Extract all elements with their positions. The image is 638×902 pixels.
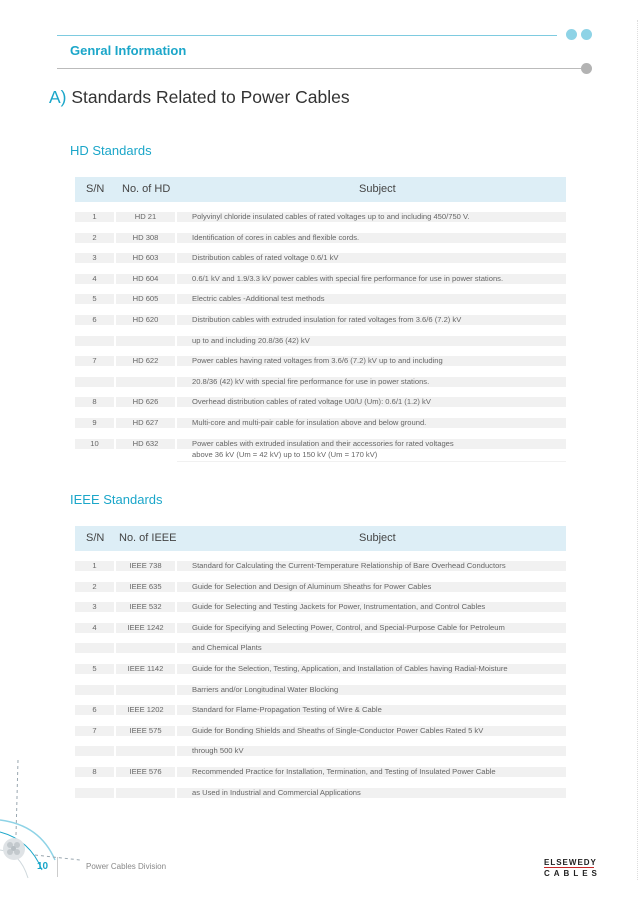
- row-code: HD 620: [132, 315, 159, 324]
- row-code: HD 21: [134, 212, 157, 221]
- row-code: HD 604: [132, 273, 159, 283]
- row-subject: Guide for the Selection, Testing, Application, and Installation of Cables having Radial-Moisture: [192, 664, 508, 673]
- page-title-letter: A): [49, 87, 67, 107]
- row-sn: 3: [92, 602, 97, 612]
- row-subject: Standard for Flame-Propagation Testing of Wire & Cable: [192, 705, 382, 715]
- decor-dot: [581, 29, 592, 40]
- row-subject: Electric cables -Additional test methods: [192, 294, 325, 304]
- table-row: [75, 418, 566, 428]
- table-header: [75, 177, 566, 202]
- row-sn: 4: [92, 273, 97, 283]
- row-subject: up to and including 20.8/36 (42) kV: [192, 335, 310, 345]
- row-subject: Distribution cables with extruded insulation for rated voltages from 3.6/6 (7.2) kV: [192, 315, 462, 324]
- table-row: [75, 561, 566, 571]
- logo-wordmark-bottom: CABLES: [544, 869, 601, 878]
- table-row: [75, 746, 566, 756]
- column-header-subject: Subject: [359, 183, 396, 195]
- cell-background: [116, 643, 175, 653]
- decor-dot: [581, 63, 592, 74]
- cell-background: [75, 377, 114, 387]
- column-header-code: No. of IEEE: [119, 532, 177, 544]
- table-row: [75, 336, 566, 346]
- row-subject: as Used in Industrial and Commercial Applications: [192, 787, 361, 797]
- row-subject: Overhead distribution cables of rated voltage U0/U (Um): 0.6/1 (1.2) kV: [192, 397, 431, 407]
- row-sn: 5: [92, 664, 97, 673]
- decor-dot: [566, 29, 577, 40]
- cell-background: [75, 643, 114, 653]
- row-sn: 4: [92, 622, 97, 632]
- row-sn: 1: [92, 212, 97, 221]
- cell-background: [75, 685, 114, 695]
- cell-background: [75, 746, 114, 756]
- row-sn: 8: [92, 397, 97, 407]
- row-subject: Distribution cables of rated voltage 0.6/1 kV: [192, 253, 339, 263]
- table-row: [75, 767, 566, 777]
- hd-standards-table: [75, 177, 566, 460]
- row-subject: Recommended Practice for Installation, Termination, and Testing of Insulated Power Cable: [192, 767, 496, 776]
- row-sn: 3: [92, 253, 97, 263]
- row-code: IEEE 1142: [127, 664, 164, 673]
- table-bottom-rule: [177, 461, 566, 462]
- table-row: [75, 788, 566, 798]
- table-row: [75, 397, 566, 407]
- row-subject: Guide for Specifying and Selecting Power, Control, and Special-Purpose Cable for Petroleum: [192, 622, 505, 632]
- row-sn: 1: [92, 561, 97, 570]
- row-subject: and Chemical Plants: [192, 643, 262, 653]
- ieee-standards-table: [75, 526, 566, 797]
- cell-background: [116, 685, 175, 695]
- row-subject: Multi-core and multi-pair cable for insulation above and below ground.: [192, 418, 427, 427]
- row-subject: Guide for Bonding Shields and Sheaths of Single-Conductor Power Cables Rated 5 kV: [192, 725, 484, 735]
- row-code: IEEE 575: [129, 725, 162, 735]
- row-subject: through 500 kV: [192, 746, 244, 756]
- row-sn: 5: [92, 294, 97, 304]
- logo-rule: [544, 867, 594, 868]
- table-row: [75, 664, 566, 674]
- cell-background: [116, 746, 175, 756]
- cell-background: [116, 377, 175, 387]
- footer-divider: [57, 857, 58, 877]
- row-subject-continuation: above 36 kV (Um = 42 kV) up to 150 kV (Um = 170 kV): [192, 450, 378, 460]
- row-sn: 9: [92, 418, 97, 427]
- table-row: [75, 377, 566, 387]
- table-row: [75, 685, 566, 695]
- row-code: IEEE 1202: [127, 705, 164, 715]
- row-sn: 7: [92, 725, 97, 735]
- table-header: [75, 526, 566, 551]
- page-title-text: Standards Related to Power Cables: [66, 87, 350, 107]
- table-row: [75, 294, 566, 304]
- row-code: HD 605: [132, 294, 159, 304]
- row-subject: Power cables having rated voltages from 3.6/6 (7.2) kV up to and including: [192, 356, 443, 366]
- row-subject: Barriers and/or Longitudinal Water Blocking: [192, 684, 339, 694]
- row-subject: 0.6/1 kV and 1.9/3.3 kV power cables with special fire performance for use in power stations.: [192, 273, 504, 283]
- table-row: [75, 315, 566, 325]
- ieee-heading: IEEE Standards: [70, 492, 163, 507]
- table-row: [75, 643, 566, 653]
- row-subject: Power cables with extruded insulation and their accessories for rated voltages: [192, 438, 454, 448]
- row-sn: 10: [90, 438, 99, 448]
- table-row: [75, 356, 566, 366]
- row-subject: Polyvinyl chloride insulated cables of rated voltages up to and including 450/750 V.: [192, 212, 470, 221]
- logo-wordmark-top: ELSEWEDY: [544, 858, 597, 867]
- row-subject: Guide for Selecting and Testing Jackets for Power, Instrumentation, and Control Cables: [192, 602, 486, 612]
- table-row: [75, 582, 566, 592]
- section-title: Genral Information: [70, 43, 187, 58]
- page-number: 10: [37, 861, 49, 872]
- column-header-subject: Subject: [359, 532, 396, 544]
- row-code: HD 627: [132, 418, 159, 427]
- column-header-sn: S/N: [86, 532, 105, 544]
- table-row: [75, 726, 566, 736]
- row-subject: Standard for Calculating the Current-Temperature Relationship of Bare Overhead Conductors: [192, 561, 506, 570]
- title-rule: [57, 68, 581, 69]
- page-title: [49, 87, 350, 108]
- row-code: IEEE 738: [129, 561, 162, 570]
- cell-background: [116, 788, 175, 798]
- row-sn: 6: [92, 705, 97, 715]
- row-code: HD 603: [132, 253, 159, 263]
- row-code: HD 626: [132, 397, 159, 407]
- table-row: [75, 602, 566, 612]
- hd-heading: HD Standards: [70, 143, 152, 158]
- division-name: Power Cables Division: [86, 862, 167, 871]
- row-subject: Guide for Selection and Design of Aluminum Sheaths for Power Cables: [192, 581, 432, 591]
- table-row: [75, 623, 566, 633]
- cell-background: [116, 336, 175, 346]
- table-row: [75, 212, 566, 222]
- row-sn: 8: [92, 767, 97, 776]
- table-row: [75, 233, 566, 243]
- table-row: [75, 705, 566, 715]
- table-row: [75, 253, 566, 263]
- cell-background: [75, 336, 114, 346]
- column-header-code: No. of HD: [122, 183, 171, 195]
- row-sn: 7: [92, 356, 97, 366]
- row-code: IEEE 576: [129, 767, 162, 776]
- row-code: IEEE 1242: [127, 622, 164, 632]
- row-subject: Identification of cores in cables and flexible cords.: [192, 232, 360, 242]
- row-code: HD 622: [132, 356, 159, 366]
- row-code: IEEE 635: [129, 581, 162, 591]
- header-rule: [57, 35, 557, 36]
- row-code: IEEE 532: [129, 602, 162, 612]
- row-code: HD 632: [132, 438, 159, 448]
- column-header-sn: S/N: [86, 183, 105, 195]
- table-row: [75, 439, 566, 449]
- table-row: [75, 274, 566, 284]
- row-sn: 2: [92, 581, 97, 591]
- row-sn: 2: [92, 232, 97, 242]
- row-code: HD 308: [132, 232, 159, 242]
- row-subject: 20.8/36 (42) kV with special fire performance for use in power stations.: [192, 376, 430, 386]
- row-sn: 6: [92, 315, 97, 324]
